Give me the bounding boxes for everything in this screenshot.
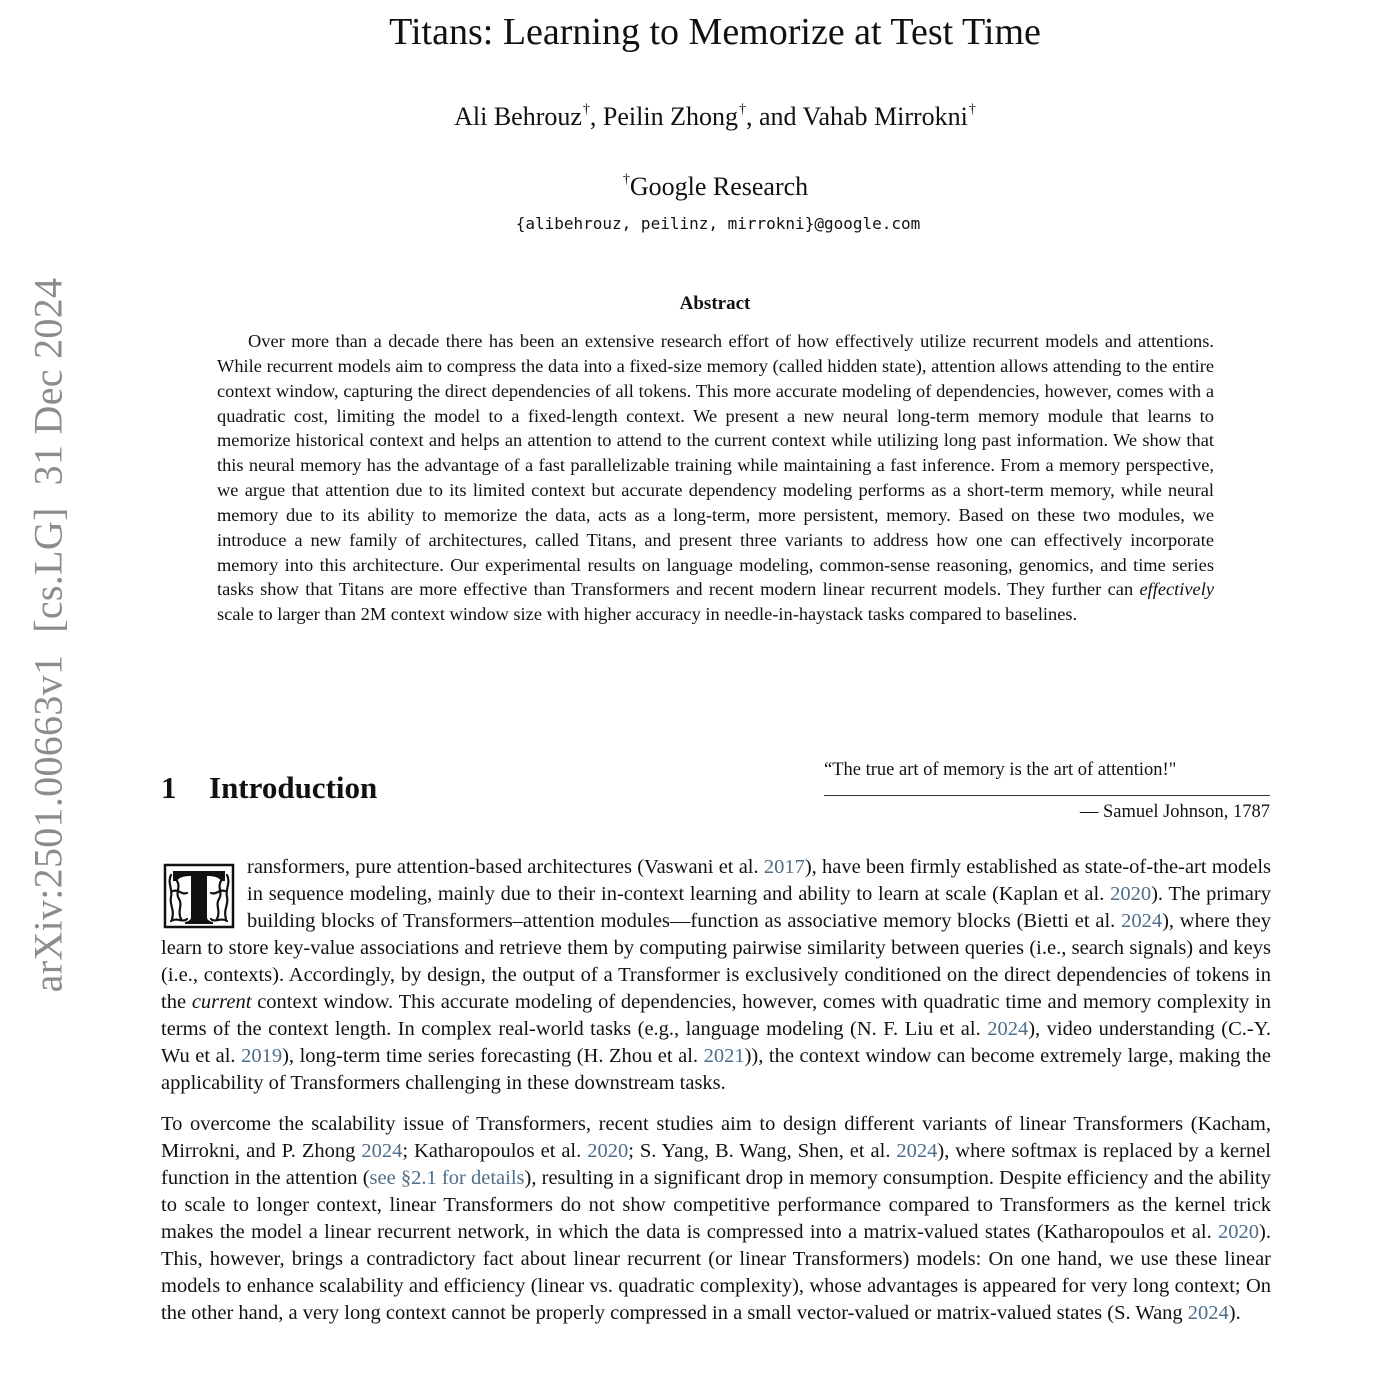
text-run: ).	[1228, 1302, 1241, 1324]
paper-title: Titans: Learning to Memorize at Test Time	[389, 11, 1041, 53]
citation-link[interactable]: 2024	[1187, 1302, 1229, 1324]
section-heading	[161, 770, 377, 806]
citation-link[interactable]: 2024	[896, 1140, 938, 1162]
text-run: ; Katharopoulos et al.	[402, 1140, 588, 1162]
text-run: To overcome the scalability issue of Transformers, recent studies aim to design different variants of linear Transformers (Kacham, Mirrokni, and P. Zhong	[161, 1113, 1271, 1162]
epigraph-attribution: — Samuel Johnson, 1787	[1079, 802, 1270, 822]
intro-body	[161, 854, 1271, 1327]
author-separator: , and	[745, 102, 803, 131]
abstract-heading: Abstract	[679, 293, 751, 314]
text-run: ), where softmax is replaced by a kernel function in the attention (	[161, 1140, 1272, 1189]
text-emphasis: current	[191, 991, 252, 1013]
dropcap-letter: T	[163, 863, 164, 864]
affiliation	[0, 172, 1388, 202]
text-run: context window. This accurate modeling of dependencies, however, comes with quadratic time and memory complexity in terms of the context length. In complex real-world tasks (e.g., language modeling (N. F. Liu et al.	[161, 991, 1271, 1040]
abstract-text	[217, 329, 1214, 627]
text-run: )), the context window can become extremely large, making the applicability of Transformers challenging in these downstream tasks.	[161, 1045, 1271, 1094]
author-mark: †	[968, 102, 976, 117]
abstract-emphasis: effectively	[1139, 579, 1214, 600]
text-run: ), have been firmly established as state-of-the-art models in sequence modeling, mainly due to their in-context learning and ability to learn at scale (Kaplan et al.	[247, 856, 1272, 905]
citation-link[interactable]: 2024	[1121, 910, 1163, 932]
citation-link[interactable]: 2020	[1218, 1221, 1260, 1243]
citation-link[interactable]: 2021	[703, 1045, 745, 1067]
author-name: Peilin Zhong	[602, 102, 738, 131]
citation-link[interactable]: 2024	[361, 1140, 403, 1162]
arxiv-date: 31 Dec 2024	[25, 277, 71, 486]
text-run: ), resulting in a significant drop in memory consumption. Despite efficiency and the ability to scale to longer context, linear Transformers do not show competitive performance compared to Transformers as the kernel trick makes the model a linear recurrent network, in which the data is compressed into a matrix-valued states (Katharopoulos et al.	[161, 1167, 1271, 1243]
author-separator: ,	[589, 102, 603, 131]
text-run: ransformers, pure attention-based architectures (Vaswani et al.	[247, 856, 764, 878]
arxiv-id: arXiv:2501.00663v1	[25, 654, 71, 993]
text-run: ; S. Yang, B. Wang, Shen, et al.	[628, 1140, 897, 1162]
intro-paragraph	[161, 854, 1271, 1097]
dropcap-t-ornament	[163, 863, 235, 929]
citation-link[interactable]: 2020	[587, 1140, 629, 1162]
author-email: {alibehrouz, peilinz, mirrokni}@google.com	[515, 214, 921, 233]
author-mark: †	[582, 102, 590, 117]
author-mark: †	[738, 102, 746, 117]
arxiv-side-stamp	[25, 278, 72, 993]
epigraph	[824, 760, 1270, 823]
text-run: ), video understanding (C.-Y. Wu et al.	[161, 1018, 1271, 1067]
citation-link[interactable]: 2020	[1110, 883, 1152, 905]
section-cross-reference-link[interactable]: see §2.1 for details	[369, 1167, 525, 1189]
affiliation-name: Google Research	[629, 172, 809, 201]
author-list	[0, 102, 1388, 132]
abstract-text-part: Over more than a decade there has been an extensive research effort of how effectively utilize recurrent models and attentions. While recurrent models aim to compress the data into a fixed-size memory (called hidden state), attention allows attending to the entire context window, capturing the direct dependencies of all tokens. This more accurate modeling of dependencies, however, comes with a quadratic cost, limiting the model to a fixed-length context. We present a new neural long-term memory module that learns to memorize historical context and helps an attention to attend to the current context while utilizing long past information. We show that this neural memory has the advantage of a fast parallelizable training while maintaining a fast inference. From a memory perspective, we argue that attention due to its limited context but accurate dependency modeling performs as a short-term memory, while neural memory due to its ability to memorize the data, acts as a long-term, more persistent, memory. Based on these two modules, we introduce a new family of architectures, called Titans, and present three variants to address how one can effectively incorporate memory into this architecture. Our experimental results on language modeling, common-sense reasoning, genomics, and time series tasks show that Titans are more effective than Transformers and recent modern linear recurrent models. They further can	[217, 331, 1214, 600]
author-name: Vahab Mirrokni	[802, 102, 968, 131]
citation-link[interactable]: 2017	[763, 856, 805, 878]
intro-paragraph	[161, 1111, 1271, 1327]
citation-link[interactable]: 2024	[987, 1018, 1029, 1040]
arxiv-category: [cs.LG]	[25, 507, 71, 633]
section-number: 1	[161, 770, 177, 805]
text-run: ). This, however, brings a contradictory fact about linear recurrent (or linear Transformers) models: On one hand, we use these linear models to enhance scalability and efficiency (linear vs. quadratic complexity), whose advantages is appeared for very long context; On the other hand, a very long context cannot be properly compressed in a small vector-valued or matrix-valued states (S. Wang	[161, 1221, 1271, 1324]
section-title: Introduction	[209, 770, 378, 805]
text-run: ), long-term time series forecasting (H. Zhou et al.	[282, 1045, 704, 1067]
citation-link[interactable]: 2019	[241, 1045, 283, 1067]
text-run: ), where they learn to store key-value associations and retrieve them by computing pairwise similarity between queries (i.e., search signals) and keys (i.e., contexts). Accordingly, by design, the output of a Transformer is exclusively conditioned on the direct dependencies of tokens in the	[161, 910, 1271, 1013]
text-run: ). The primary building blocks of Transformers–attention modules—function as associative memory blocks (Bietti et al.	[247, 883, 1271, 932]
abstract-text-part: scale to larger than 2M context window size with higher accuracy in needle-in-haystack tasks compared to baselines.	[217, 604, 1078, 625]
epigraph-quote: “The true art of memory is the art of attention!"	[824, 760, 1177, 780]
author-name: Ali Behrouz	[454, 102, 582, 131]
epigraph-rule	[824, 795, 1270, 796]
affiliation-mark: †	[622, 172, 630, 187]
